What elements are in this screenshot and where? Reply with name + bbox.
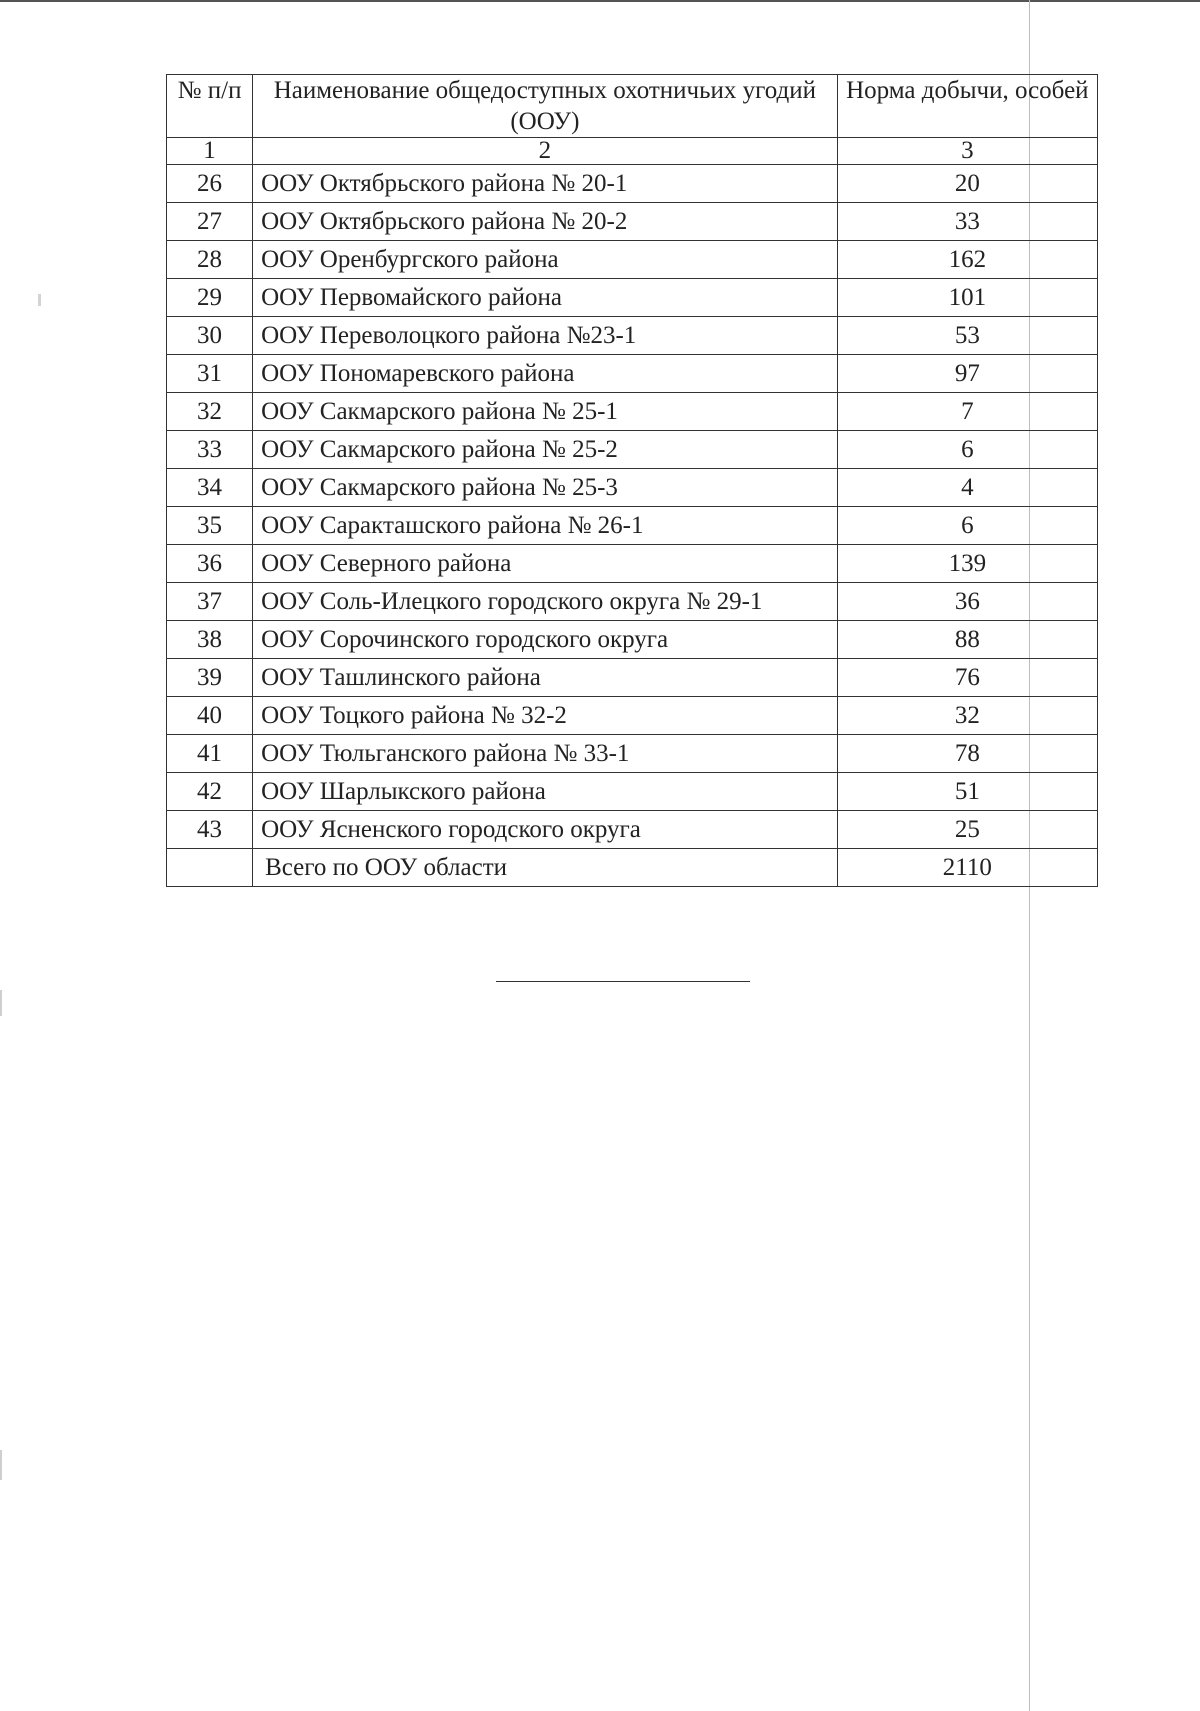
row-name: ООУ Сакмарского района № 25-1 bbox=[253, 393, 838, 431]
column-index-quota: 3 bbox=[837, 138, 1097, 165]
header-quota: Норма добычи, особей bbox=[837, 75, 1097, 138]
total-number bbox=[167, 849, 253, 887]
table-row bbox=[167, 507, 1098, 545]
table-row bbox=[167, 165, 1098, 203]
row-quota: 36 bbox=[837, 583, 1097, 621]
row-number: 28 bbox=[167, 241, 253, 279]
row-quota: 88 bbox=[837, 621, 1097, 659]
row-quota: 139 bbox=[837, 545, 1097, 583]
table-row bbox=[167, 545, 1098, 583]
table-row bbox=[167, 393, 1098, 431]
scan-edge-mark bbox=[0, 1450, 2, 1480]
row-name: ООУ Оренбургского района bbox=[253, 241, 838, 279]
row-name: ООУ Пономаревского района bbox=[253, 355, 838, 393]
header-number: № п/п bbox=[167, 75, 253, 138]
row-name: ООУ Северного района bbox=[253, 545, 838, 583]
row-number: 40 bbox=[167, 697, 253, 735]
row-name: ООУ Тоцкого района № 32-2 bbox=[253, 697, 838, 735]
table-row bbox=[167, 355, 1098, 393]
row-quota: 51 bbox=[837, 773, 1097, 811]
row-quota: 53 bbox=[837, 317, 1097, 355]
column-index-name: 2 bbox=[253, 138, 838, 165]
column-index-number: 1 bbox=[167, 138, 253, 165]
table-row bbox=[167, 469, 1098, 507]
row-number: 43 bbox=[167, 811, 253, 849]
table-row bbox=[167, 621, 1098, 659]
table-row bbox=[167, 431, 1098, 469]
table-row bbox=[167, 203, 1098, 241]
table-row bbox=[167, 659, 1098, 697]
row-number: 35 bbox=[167, 507, 253, 545]
end-of-document-rule bbox=[496, 981, 750, 982]
table-row bbox=[167, 317, 1098, 355]
row-number: 41 bbox=[167, 735, 253, 773]
row-number: 33 bbox=[167, 431, 253, 469]
table-row bbox=[167, 279, 1098, 317]
row-name: ООУ Тюльганского района № 33-1 bbox=[253, 735, 838, 773]
row-quota: 33 bbox=[837, 203, 1097, 241]
row-quota: 6 bbox=[837, 507, 1097, 545]
row-quota: 20 bbox=[837, 165, 1097, 203]
row-number: 38 bbox=[167, 621, 253, 659]
total-quota: 2110 bbox=[837, 849, 1097, 887]
table-row bbox=[167, 241, 1098, 279]
row-number: 34 bbox=[167, 469, 253, 507]
row-quota: 4 bbox=[837, 469, 1097, 507]
column-index-row bbox=[167, 138, 1098, 165]
row-number: 37 bbox=[167, 583, 253, 621]
row-number: 36 bbox=[167, 545, 253, 583]
table-body bbox=[167, 165, 1098, 849]
table-row bbox=[167, 773, 1098, 811]
scan-edge-top bbox=[0, 0, 1200, 2]
row-quota: 32 bbox=[837, 697, 1097, 735]
table-row bbox=[167, 583, 1098, 621]
row-number: 26 bbox=[167, 165, 253, 203]
table-row bbox=[167, 697, 1098, 735]
row-quota: 78 bbox=[837, 735, 1097, 773]
row-number: 29 bbox=[167, 279, 253, 317]
row-name: ООУ Октябрьского района № 20-2 bbox=[253, 203, 838, 241]
row-name: ООУ Соль-Илецкого городского округа № 29-1 bbox=[253, 583, 838, 621]
row-quota: 76 bbox=[837, 659, 1097, 697]
table-total-row bbox=[167, 849, 1098, 887]
row-name: ООУ Первомайского района bbox=[253, 279, 838, 317]
row-number: 31 bbox=[167, 355, 253, 393]
row-quota: 7 bbox=[837, 393, 1097, 431]
row-name: ООУ Переволоцкого района №23-1 bbox=[253, 317, 838, 355]
scan-edge-mark bbox=[0, 990, 2, 1016]
row-quota: 6 bbox=[837, 431, 1097, 469]
row-quota: 162 bbox=[837, 241, 1097, 279]
row-name: ООУ Шарлыкского района bbox=[253, 773, 838, 811]
row-number: 39 bbox=[167, 659, 253, 697]
row-name: ООУ Ясненского городского округа bbox=[253, 811, 838, 849]
row-name: ООУ Ташлинского района bbox=[253, 659, 838, 697]
table-row bbox=[167, 735, 1098, 773]
row-name: ООУ Сакмарского района № 25-2 bbox=[253, 431, 838, 469]
row-number: 32 bbox=[167, 393, 253, 431]
row-quota: 25 bbox=[837, 811, 1097, 849]
header-name: Наименование общедоступных охотничьих угодий (ООУ) bbox=[253, 75, 838, 138]
table-header-row bbox=[167, 75, 1098, 138]
row-name: ООУ Саракташского района № 26-1 bbox=[253, 507, 838, 545]
row-number: 27 bbox=[167, 203, 253, 241]
row-quota: 97 bbox=[837, 355, 1097, 393]
scan-speck bbox=[38, 294, 41, 306]
row-name: ООУ Сорочинского городского округа bbox=[253, 621, 838, 659]
row-name: ООУ Сакмарского района № 25-3 bbox=[253, 469, 838, 507]
row-number: 30 bbox=[167, 317, 253, 355]
total-label: Всего по ООУ области bbox=[253, 849, 838, 887]
row-name: ООУ Октябрьского района № 20-1 bbox=[253, 165, 838, 203]
row-number: 42 bbox=[167, 773, 253, 811]
table-row bbox=[167, 811, 1098, 849]
row-quota: 101 bbox=[837, 279, 1097, 317]
hunting-quota-table bbox=[166, 74, 1098, 887]
